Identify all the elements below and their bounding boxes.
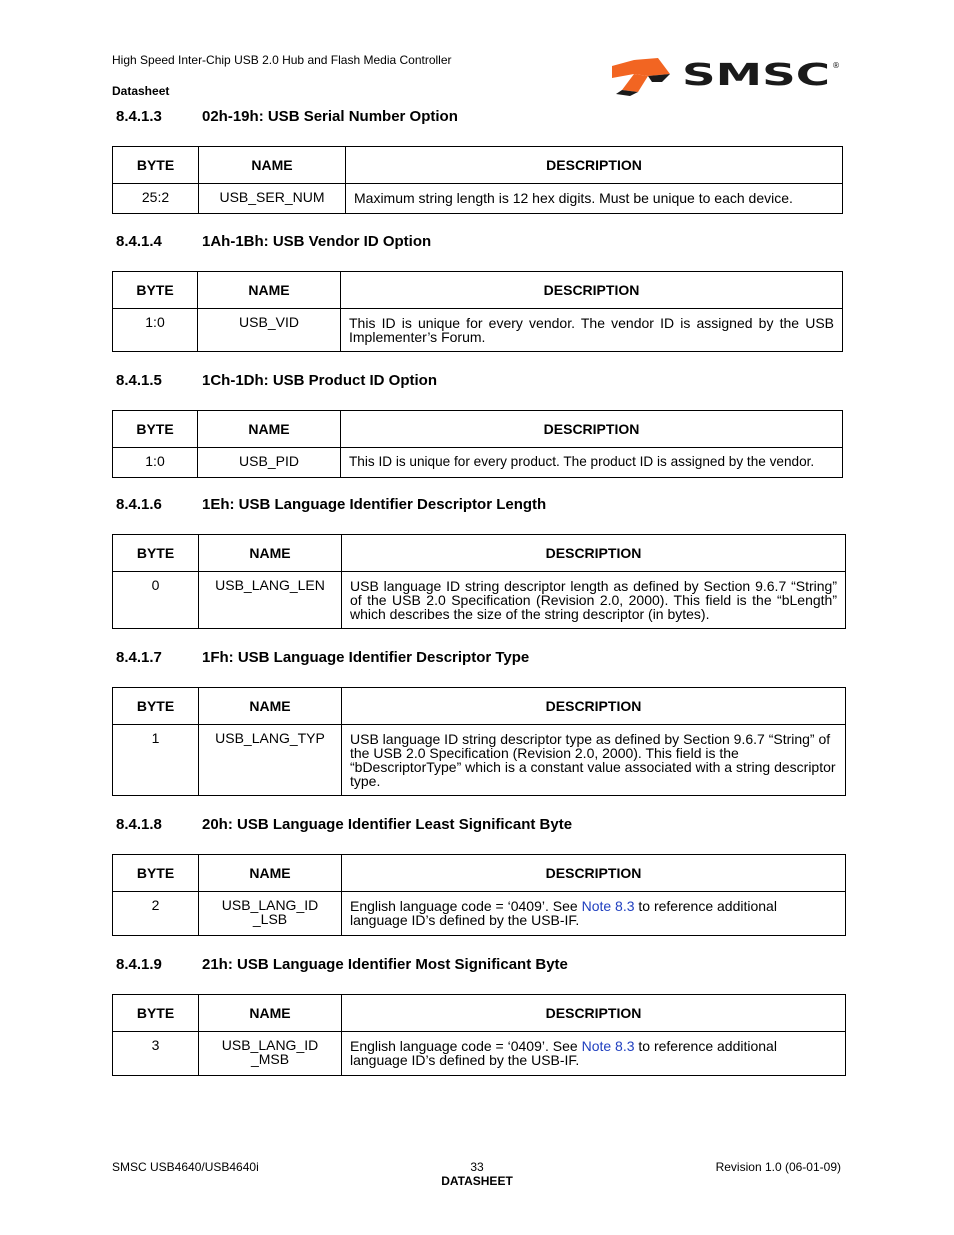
section-title: 02h-19h: USB Serial Number Option [202, 108, 458, 125]
cell-byte: 0 [113, 572, 199, 629]
column-header-name: NAME [199, 147, 346, 184]
cell-description: USB language ID string descriptor type as defined by Section 9.6.7 “String” of the USB 2.0 Specification (Revision 2.0, 2000). This field is the “bDescriptorType” which is a constant value associated with a string descriptor type. [342, 725, 846, 796]
spec-table-product-id [112, 410, 843, 478]
column-header-byte: BYTE [113, 855, 199, 892]
section-number: 8.4.1.7 [116, 649, 162, 666]
table-header-row [113, 995, 846, 1032]
section-heading [116, 233, 431, 250]
section-heading [116, 649, 529, 666]
section-number: 8.4.1.4 [116, 233, 162, 250]
table-row [113, 1032, 846, 1076]
section-number: 8.4.1.5 [116, 372, 162, 389]
section-heading [116, 956, 568, 973]
column-header-description: DESCRIPTION [342, 688, 846, 725]
table-row [113, 184, 843, 214]
column-header-byte: BYTE [113, 995, 199, 1032]
cell-description: This ID is unique for every product. The product ID is assigned by the vendor. [341, 448, 843, 478]
table-header-row [113, 535, 846, 572]
spec-table-vendor-id [112, 271, 843, 352]
section-title: 1Ah-1Bh: USB Vendor ID Option [202, 233, 432, 250]
section-title: 20h: USB Language Identifier Least Significant Byte [202, 816, 573, 833]
table-row [113, 725, 846, 796]
column-header-description: DESCRIPTION [342, 535, 846, 572]
table-row [113, 309, 843, 352]
table-row [113, 448, 843, 478]
section-number: 8.4.1.9 [116, 956, 162, 973]
column-header-description: DESCRIPTION [346, 147, 843, 184]
section-heading [116, 496, 546, 513]
column-header-name: NAME [199, 995, 342, 1032]
document-type: Datasheet [112, 84, 170, 98]
section-number: 8.4.1.3 [116, 108, 162, 125]
cell-description: This ID is unique for every vendor. The vendor ID is assigned by the USB Implementer’s Forum. [341, 309, 843, 352]
table-header-row [113, 688, 846, 725]
section-title: 1Ch-1Dh: USB Product ID Option [202, 372, 437, 389]
section-title: 1Eh: USB Language Identifier Descriptor Length [202, 496, 547, 513]
cell-name-line1: USB_LANG_ID [221, 1037, 319, 1053]
table-row [113, 892, 846, 936]
cell-description: USB language ID string descriptor length as defined by Section 9.6.7 “String” of the USB 2.0 Specification (Revision 2.0, 2000). This field is the “bLength” which describes the size of the string descriptor (in bytes). [342, 572, 846, 629]
table-row [113, 572, 846, 629]
registered-mark: ® [832, 61, 840, 70]
section-number: 8.4.1.6 [116, 496, 162, 513]
column-header-name: NAME [199, 535, 342, 572]
column-header-description: DESCRIPTION [341, 411, 843, 448]
cell-byte: 1 [113, 725, 199, 796]
spec-table-serial-number [112, 146, 843, 214]
cell-name [199, 892, 342, 936]
note-8-3-link[interactable]: Note 8.3 [581, 898, 635, 914]
section-title: 1Fh: USB Language Identifier Descriptor Type [202, 649, 530, 666]
column-header-name: NAME [199, 688, 342, 725]
cell-name: USB_PID [198, 448, 341, 478]
cell-name-line1: USB_LANG_ID [221, 897, 319, 913]
cell-name-line2: _MSB [250, 1051, 290, 1067]
footer-product: SMSC USB4640/USB4640i [112, 1160, 259, 1174]
column-header-byte: BYTE [113, 411, 198, 448]
table-header-row [113, 147, 843, 184]
cell-byte: 3 [113, 1032, 199, 1076]
section-heading [116, 372, 437, 389]
cell-name-line2: _LSB [252, 911, 288, 927]
cell-name: USB_VID [198, 309, 341, 352]
section-title: 21h: USB Language Identifier Most Significant Byte [202, 956, 568, 973]
section-heading [116, 108, 458, 125]
column-header-byte: BYTE [113, 688, 199, 725]
column-header-byte: BYTE [113, 535, 199, 572]
description-text: English language code = ‘0409’. See [350, 1038, 582, 1054]
document-title: High Speed Inter-Chip USB 2.0 Hub and Flash Media Controller [112, 53, 452, 67]
column-header-byte: BYTE [113, 147, 199, 184]
footer-center [420, 1160, 534, 1188]
smsc-logo-mark [612, 58, 670, 96]
spec-table-lang-typ [112, 687, 846, 796]
cell-description [342, 1032, 846, 1076]
smsc-logo-text: SMSC [682, 58, 830, 93]
column-header-name: NAME [199, 855, 342, 892]
smsc-logo [608, 52, 840, 98]
table-header-row [113, 855, 846, 892]
column-header-name: NAME [198, 411, 341, 448]
section-number: 8.4.1.8 [116, 816, 162, 833]
column-header-name: NAME [198, 272, 341, 309]
column-header-description: DESCRIPTION [342, 995, 846, 1032]
description-text: to reference additional language ID’s defined by the USB-IF. [350, 898, 777, 928]
note-8-3-link[interactable]: Note 8.3 [581, 1038, 635, 1054]
spec-table-lang-id-lsb [112, 854, 846, 936]
column-header-description: DESCRIPTION [341, 272, 843, 309]
cell-byte: 1:0 [113, 309, 198, 352]
description-text: to reference additional language ID’s defined by the USB-IF. [350, 1038, 777, 1068]
column-header-description: DESCRIPTION [342, 855, 846, 892]
footer-revision: Revision 1.0 (06-01-09) [715, 1160, 841, 1174]
table-header-row [113, 272, 843, 309]
cell-byte: 25:2 [113, 184, 199, 214]
description-text: English language code = ‘0409’. See [350, 898, 582, 914]
section-heading [116, 816, 572, 833]
cell-byte: 1:0 [113, 448, 198, 478]
spec-table-lang-len [112, 534, 846, 629]
table-header-row [113, 411, 843, 448]
spec-table-lang-id-msb [112, 994, 846, 1076]
cell-byte: 2 [113, 892, 199, 936]
column-header-byte: BYTE [113, 272, 198, 309]
cell-name: USB_LANG_LEN [199, 572, 342, 629]
cell-name [199, 1032, 342, 1076]
cell-name: USB_SER_NUM [199, 184, 346, 214]
footer-datasheet-label: DATASHEET [441, 1174, 513, 1188]
page-number: 33 [470, 1160, 484, 1174]
cell-name: USB_LANG_TYP [199, 725, 342, 796]
cell-description: Maximum string length is 12 hex digits. Must be unique to each device. [346, 184, 843, 214]
cell-description [342, 892, 846, 936]
